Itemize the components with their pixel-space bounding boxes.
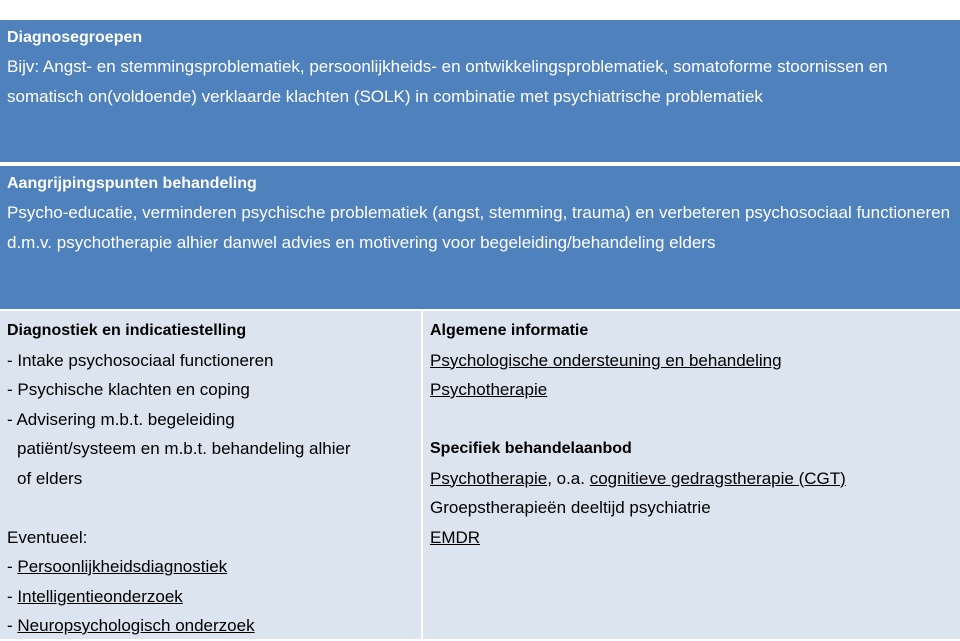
diagnostics-item: - Intake psychosociaal functioneren bbox=[7, 350, 274, 370]
link-neuropsychologisch-onderzoek[interactable]: Neuropsychologisch onderzoek bbox=[17, 616, 255, 635]
link-persoonlijkheidsdiagnostiek[interactable]: Persoonlijkheidsdiagnostiek bbox=[17, 557, 228, 576]
diagnostics-link-row bbox=[7, 582, 414, 612]
diagnostics-title: Diagnostiek en indicatiestelling bbox=[7, 322, 247, 339]
specific-line-2: Groepstherapieën deeltijd psychiatrie bbox=[430, 498, 711, 517]
dash: - bbox=[7, 586, 18, 606]
link-psychotherapie[interactable]: Psychotherapie bbox=[430, 380, 548, 399]
diagnostics-link-row bbox=[7, 611, 414, 641]
treatment-panel bbox=[0, 166, 960, 309]
diagnostics-item: - Advisering m.b.t. begeleiding bbox=[7, 409, 235, 429]
dash: - bbox=[7, 557, 18, 576]
diagnostics-item: - Psychische klachten en coping bbox=[7, 380, 250, 399]
link-emdr[interactable]: EMDR bbox=[430, 527, 481, 547]
diagnosis-panel bbox=[0, 20, 960, 162]
diagnostics-item: of elders bbox=[17, 468, 83, 488]
link-psychologische-ondersteuning[interactable]: Psychologische ondersteuning en behandeling bbox=[430, 350, 782, 370]
specific-title: Specifiek behandelaanbod bbox=[430, 440, 632, 457]
link-psychotherapie-specific[interactable]: Psychotherapie bbox=[430, 468, 548, 488]
info-table bbox=[0, 311, 960, 639]
dash: - bbox=[7, 616, 18, 635]
separator-text: , o.a. bbox=[547, 468, 590, 488]
diagnosis-text: Bijv: Angst- en stemmingsproblematiek, persoonlijkheids- en ontwikkelingsproblematiek, somatoforme stoornissen en somatisch on(voldoende) verklaarde klachten (SOLK) in combinatie met psychiatrische problematiek bbox=[7, 57, 888, 106]
diagnostics-item: patiënt/systeem en m.b.t. behandeling alhier bbox=[17, 439, 351, 458]
treatment-text: Psycho-educatie, verminderen psychische problematiek (angst, stemming, trauma) en verbeteren psychosociaal functioneren d.m.v. psychotherapie alhier danwel advies en motivering voor begeleiding/behandeling elders bbox=[7, 203, 951, 252]
specific-line-1 bbox=[430, 464, 953, 494]
eventueel-label: Eventueel: bbox=[7, 527, 88, 547]
diagnostics-cell bbox=[0, 311, 421, 639]
treatment-title: Aangrijpingspunten behandeling bbox=[7, 175, 257, 192]
link-cgt[interactable]: cognitieve gedragstherapie (CGT) bbox=[589, 468, 846, 488]
diagnostics-link-row bbox=[7, 552, 414, 582]
info-cell bbox=[423, 311, 960, 639]
diagnosis-title: Diagnosegroepen bbox=[7, 29, 143, 46]
link-intelligentieonderzoek[interactable]: Intelligentieonderzoek bbox=[17, 586, 183, 606]
general-title: Algemene informatie bbox=[430, 322, 589, 339]
